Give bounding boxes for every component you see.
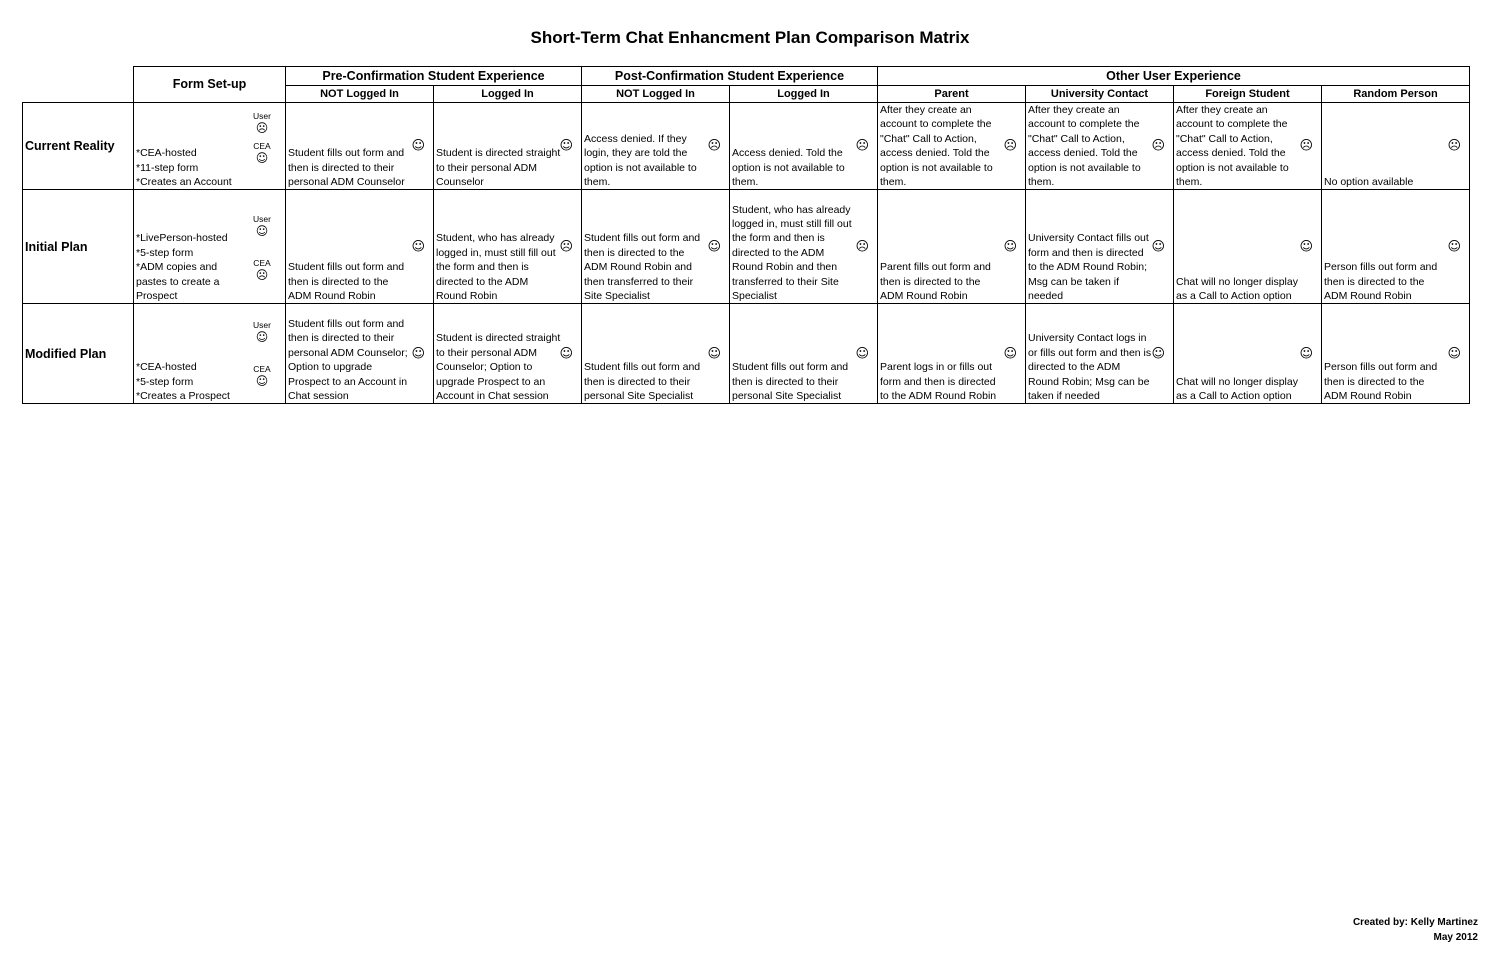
setup-line: *Creates an Account [136,176,232,189]
happy-face-icon: ☺ [855,346,869,362]
cell-text: Student fills out form and then is directed to their personal Site Specialist [732,361,849,403]
matrix-cell [878,304,1026,404]
matrix-cell [878,190,1026,304]
happy-face-icon: ☺ [1447,239,1461,255]
setup-line: *ADM copies and pastes to create a Prospect [136,261,220,303]
happy-face-icon: ☺ [1151,239,1165,255]
setup-line: *CEA-hosted [136,361,197,374]
cell-text: Student, who has already logged in, must still fill out the form and then is directed to the ADM Round Robin [436,232,556,303]
corner-blank [23,67,134,103]
pre-confirmation-header: Pre-Confirmation Student Experience [286,67,582,86]
matrix-cell [1322,190,1470,304]
form-setup-header: Form Set-up [134,67,286,103]
setup-line: *5-step form [136,246,194,259]
happy-face-icon: ☺ [411,346,425,362]
cell-text: Student fills out form and then is directed to their personal ADM Counselor; Option to upgrade Prospect to an Account in Chat session [288,318,408,403]
matrix-cell [1174,304,1322,404]
matrix-cell [582,304,730,404]
form-setup-cell [134,103,286,190]
cell-text: After they create an account to complete the "Chat" Call to Action, access denied. Told the option is not available to them. [1176,104,1289,189]
happy-face-icon: ☺ [1299,346,1313,362]
col-parent: Parent [878,86,1026,103]
cell-text: Student fills out form and then is directed to their personal ADM Counselor [288,147,405,189]
cell-text: Student is directed straight to their personal ADM Counselor [436,147,561,189]
page-title: Short-Term Chat Enhancment Plan Comparison Matrix [530,28,970,47]
cell-text: Access denied. If they login, they are told the option is not available to them. [584,132,697,189]
happy-face-icon: ☺ [411,138,425,154]
col-pre-not-logged-in: NOT Logged In [286,86,434,103]
col-post-logged-in: Logged In [730,86,878,103]
user-indicator [251,214,273,238]
setup-line: *5-step form [136,375,194,388]
user-label: User [253,111,271,121]
matrix-cell [878,103,1026,190]
other-user-header: Other User Experience [878,67,1470,86]
cell-text: Student is directed straight to their personal ADM Counselor; Option to upgrade Prospect to an Account in Chat session [436,332,561,403]
setup-line: *11-step form [136,161,199,174]
cell-text: No option available [1324,176,1414,189]
cell-text: Parent logs in or fills out form and then is directed to the ADM Round Robin [880,361,997,403]
happy-face-icon: ☺ [1299,239,1313,255]
happy-face-icon: ☺ [411,239,425,255]
row-label-current-reality: Current Reality [23,103,134,190]
created-by: Created by: Kelly Martinez [1352,917,1478,928]
matrix-cell [1026,304,1174,404]
cell-text: Chat will no longer display as a Call to Action option [1176,375,1298,403]
col-post-not-logged-in: NOT Logged In [582,86,730,103]
cea-indicator [251,258,273,282]
matrix-cell [1322,304,1470,404]
credit [1353,915,1478,945]
happy-face-icon: ☺ [1447,346,1461,362]
user-label: User [253,320,271,331]
matrix-cell [730,190,878,304]
happy-face-icon: ☺ [1151,346,1165,362]
user-label: User [253,214,271,225]
happy-face-icon: ☺ [559,138,573,154]
form-setup-cell [134,190,286,304]
table-row [23,190,1470,304]
cell-text: Chat will no longer display as a Call to Action option [1176,275,1298,303]
user-indicator [251,320,273,344]
created-date: May 2012 [1433,932,1478,943]
matrix-cell [434,103,582,190]
matrix-cell [286,103,434,190]
cell-text: University Contact logs in or fills out form and then is directed to the ADM Round Robin; Msg can be taken if needed [1028,332,1152,403]
cea-label: CEA [253,258,271,269]
sad-face-icon: ☹ [559,239,573,255]
cell-text: After they create an account to complete the "Chat" Call to Action, access denied. Told the option is not available to them. [1028,104,1141,189]
cell-text: Access denied. Told the option is not available to them. [732,147,845,189]
cea-indicator [251,141,273,165]
user-indicator [251,111,273,135]
setup-line: *CEA-hosted [136,147,197,160]
cea-indicator [251,364,273,388]
cell-text: After they create an account to complete the "Chat" Call to Action, access denied. Told the option is not available to them. [880,104,993,189]
sad-face-icon: ☹ [255,121,269,135]
col-random-person: Random Person [1322,86,1470,103]
happy-face-icon: ☺ [255,224,269,239]
sad-face-icon: ☹ [1299,138,1313,154]
sad-face-icon: ☹ [1003,138,1017,154]
happy-face-icon: ☺ [255,374,269,389]
matrix-cell [1322,103,1470,190]
sad-face-icon: ☹ [1151,138,1165,154]
setup-line: *LivePerson-hosted [136,232,228,245]
row-label-modified-plan: Modified Plan [23,304,134,404]
row-label-initial-plan: Initial Plan [23,190,134,304]
matrix-cell [582,190,730,304]
cea-label: CEA [253,141,271,151]
matrix-cell [582,103,730,190]
matrix-cell [286,304,434,404]
setup-line: *Creates a Prospect [136,390,230,403]
matrix-cell [434,190,582,304]
matrix-cell [730,103,878,190]
cell-text: Student fills out form and then is directed to the ADM Round Robin [288,261,405,303]
table-row [23,103,1470,190]
sad-face-icon: ☹ [255,268,269,283]
sad-face-icon: ☹ [855,138,869,154]
happy-face-icon: ☺ [707,239,721,255]
matrix-cell [1174,103,1322,190]
post-confirmation-header: Post-Confirmation Student Experience [582,67,878,86]
matrix-cell [1174,190,1322,304]
happy-face-icon: ☺ [1003,239,1017,255]
cell-text: Person fills out form and then is directed to the ADM Round Robin [1324,361,1438,403]
happy-face-icon: ☺ [707,346,721,362]
cell-text: Student fills out form and then is directed to the ADM Round Robin and then transferred to their Site Specialist [584,232,701,303]
matrix-cell [1026,103,1174,190]
happy-face-icon: ☺ [255,330,269,345]
happy-face-icon: ☺ [255,151,269,165]
happy-face-icon: ☺ [1003,346,1017,362]
col-university-contact: University Contact [1026,86,1174,103]
table-row [23,304,1470,404]
matrix-cell [1026,190,1174,304]
happy-face-icon: ☺ [559,346,573,362]
sad-face-icon: ☹ [1447,138,1461,154]
sad-face-icon: ☹ [707,138,721,154]
cell-text: University Contact fills out form and then is directed to the ADM Round Robin; Msg can be taken if needed [1028,232,1149,303]
cell-text: Student, who has already logged in, must still fill out the form and then is directed to the ADM Round Robin and then transferred to their Site Specialist [732,203,852,303]
comparison-matrix [22,66,1470,404]
form-setup-cell [134,304,286,404]
matrix-cell [286,190,434,304]
col-foreign-student: Foreign Student [1174,86,1322,103]
cell-text: Student fills out form and then is directed to their personal Site Specialist [584,361,701,403]
cell-text: Person fills out form and then is directed to the ADM Round Robin [1324,261,1438,303]
col-pre-logged-in: Logged In [434,86,582,103]
matrix-cell [730,304,878,404]
cell-text: Parent fills out form and then is directed to the ADM Round Robin [880,261,991,303]
sad-face-icon: ☹ [855,239,869,255]
cea-label: CEA [253,364,271,375]
matrix-cell [434,304,582,404]
